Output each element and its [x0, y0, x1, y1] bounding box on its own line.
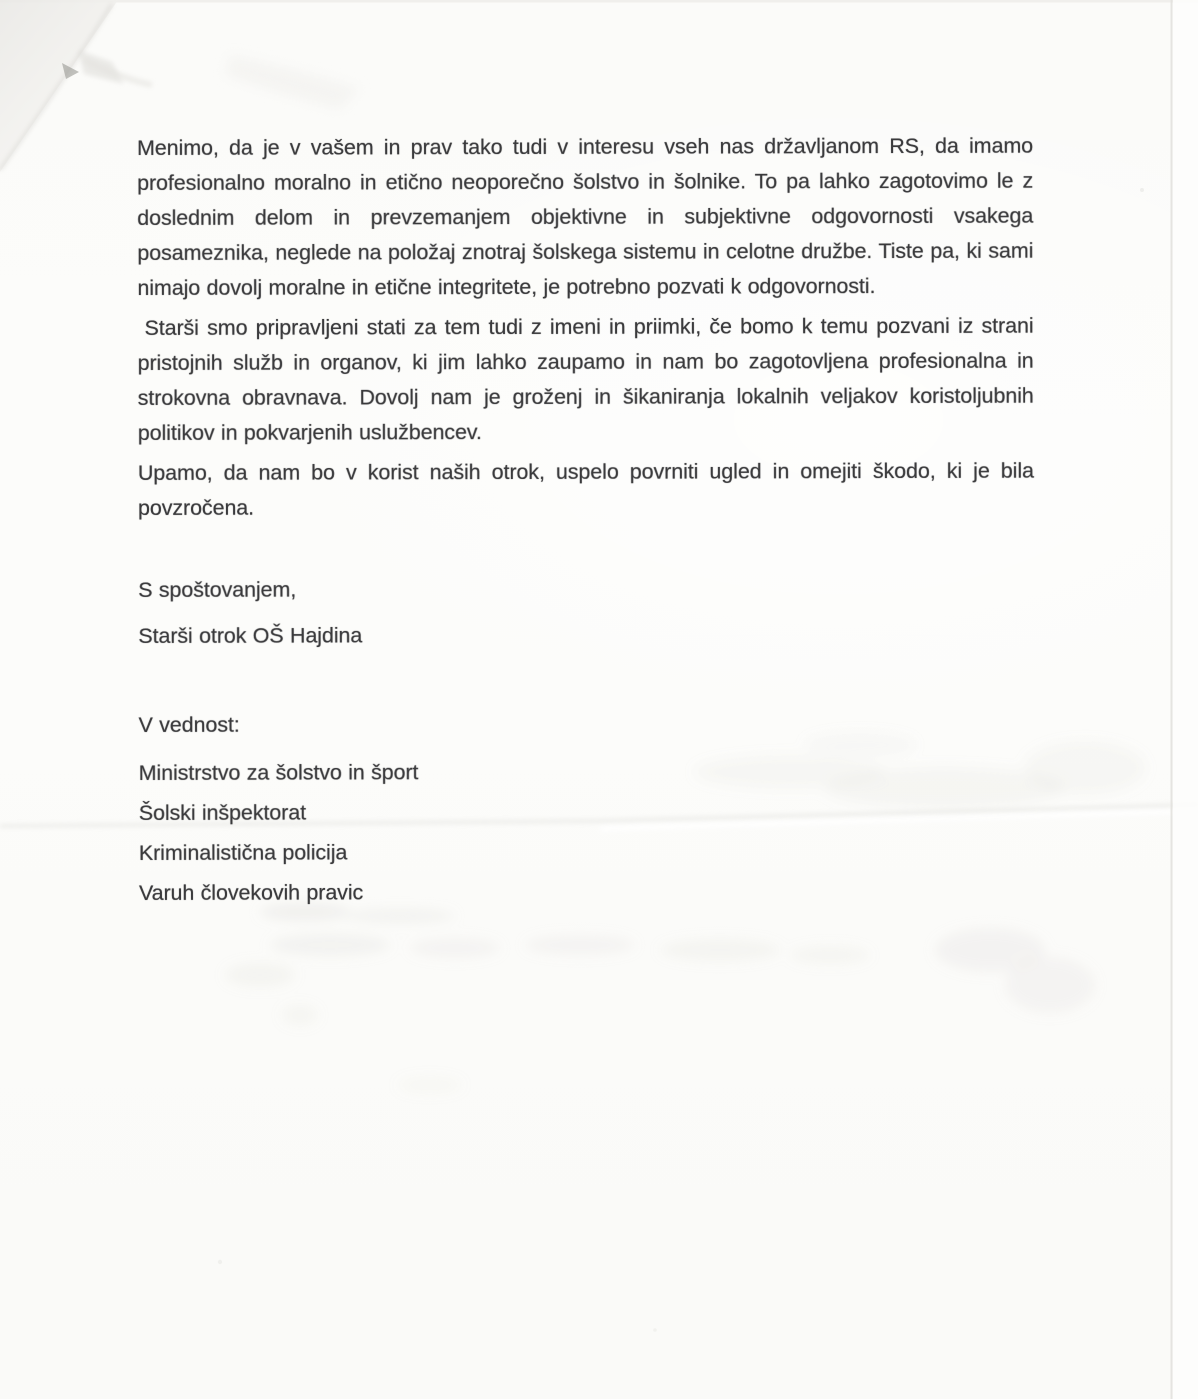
signature-line: Starši otrok OŠ Hajdina: [138, 623, 363, 648]
fold-crease-line: [0, 4, 112, 170]
cc-recipient-ombudsman: Varuh človekovih pravic: [138, 880, 364, 905]
corner-soft-shadow: [225, 55, 360, 110]
bleed-through-band-lower: [225, 904, 1095, 1093]
fold-notch: [62, 63, 79, 79]
fold-flap-shadow: [78, 50, 124, 84]
fold-soft-mark: [84, 60, 152, 85]
letter-paragraph-1: Menimo, da je v vašem in prav tako tudi v interesu vseh nas državljanom RS, da imamo profesionalno moralno in etično neoporečno šolstvo in šolnike. To pa lahko zagotovimo le z doslednim delom in prevzemanjem objektivne in subjektivne odgovornosti vsakega posameznika, neglede na položaj znotraj šolskega sistemu in celotne družbe. Tiste pa, ki sami nimajo dovolj moralne in etične integritete, je potrebno pozvati k odgovornosti.: [137, 133, 1034, 300]
letter-body: [137, 129, 1035, 913]
scan-right-strip: [1173, 0, 1198, 1399]
folded-corner: [0, 0, 118, 172]
cc-recipient-inspectorate: Šolski inšpektorat: [138, 800, 307, 825]
letter-paragraph-2: Starši smo pripravljeni stati za tem tudi z imeni in priimki, če bomo k temu pozvani iz strani pristojnih služb in organov, ki jim lahko zaupamo in nam bo zagotovljena profesionalna in strokovna obravnava. Dovolj nam je groženj in šikaniranja lokalnih veljakov koristoljubnih politikov in pokvarjenih uslužbencev.: [137, 313, 1034, 445]
closing-salutation: S spoštovanjem,: [138, 577, 297, 602]
cc-recipient-police: Kriminalistična policija: [138, 840, 348, 865]
cc-recipient-ministry: Ministrstvo za šolstvo in šport: [138, 760, 419, 785]
cc-heading: V vednost:: [138, 712, 240, 737]
scan-top-edge: [0, 0, 1198, 3]
letter-paragraph-3: Upamo, da nam bo v korist naših otrok, uspelo povrniti ugled in omejiti škodo, ki je bila povzročena.: [137, 458, 1034, 520]
